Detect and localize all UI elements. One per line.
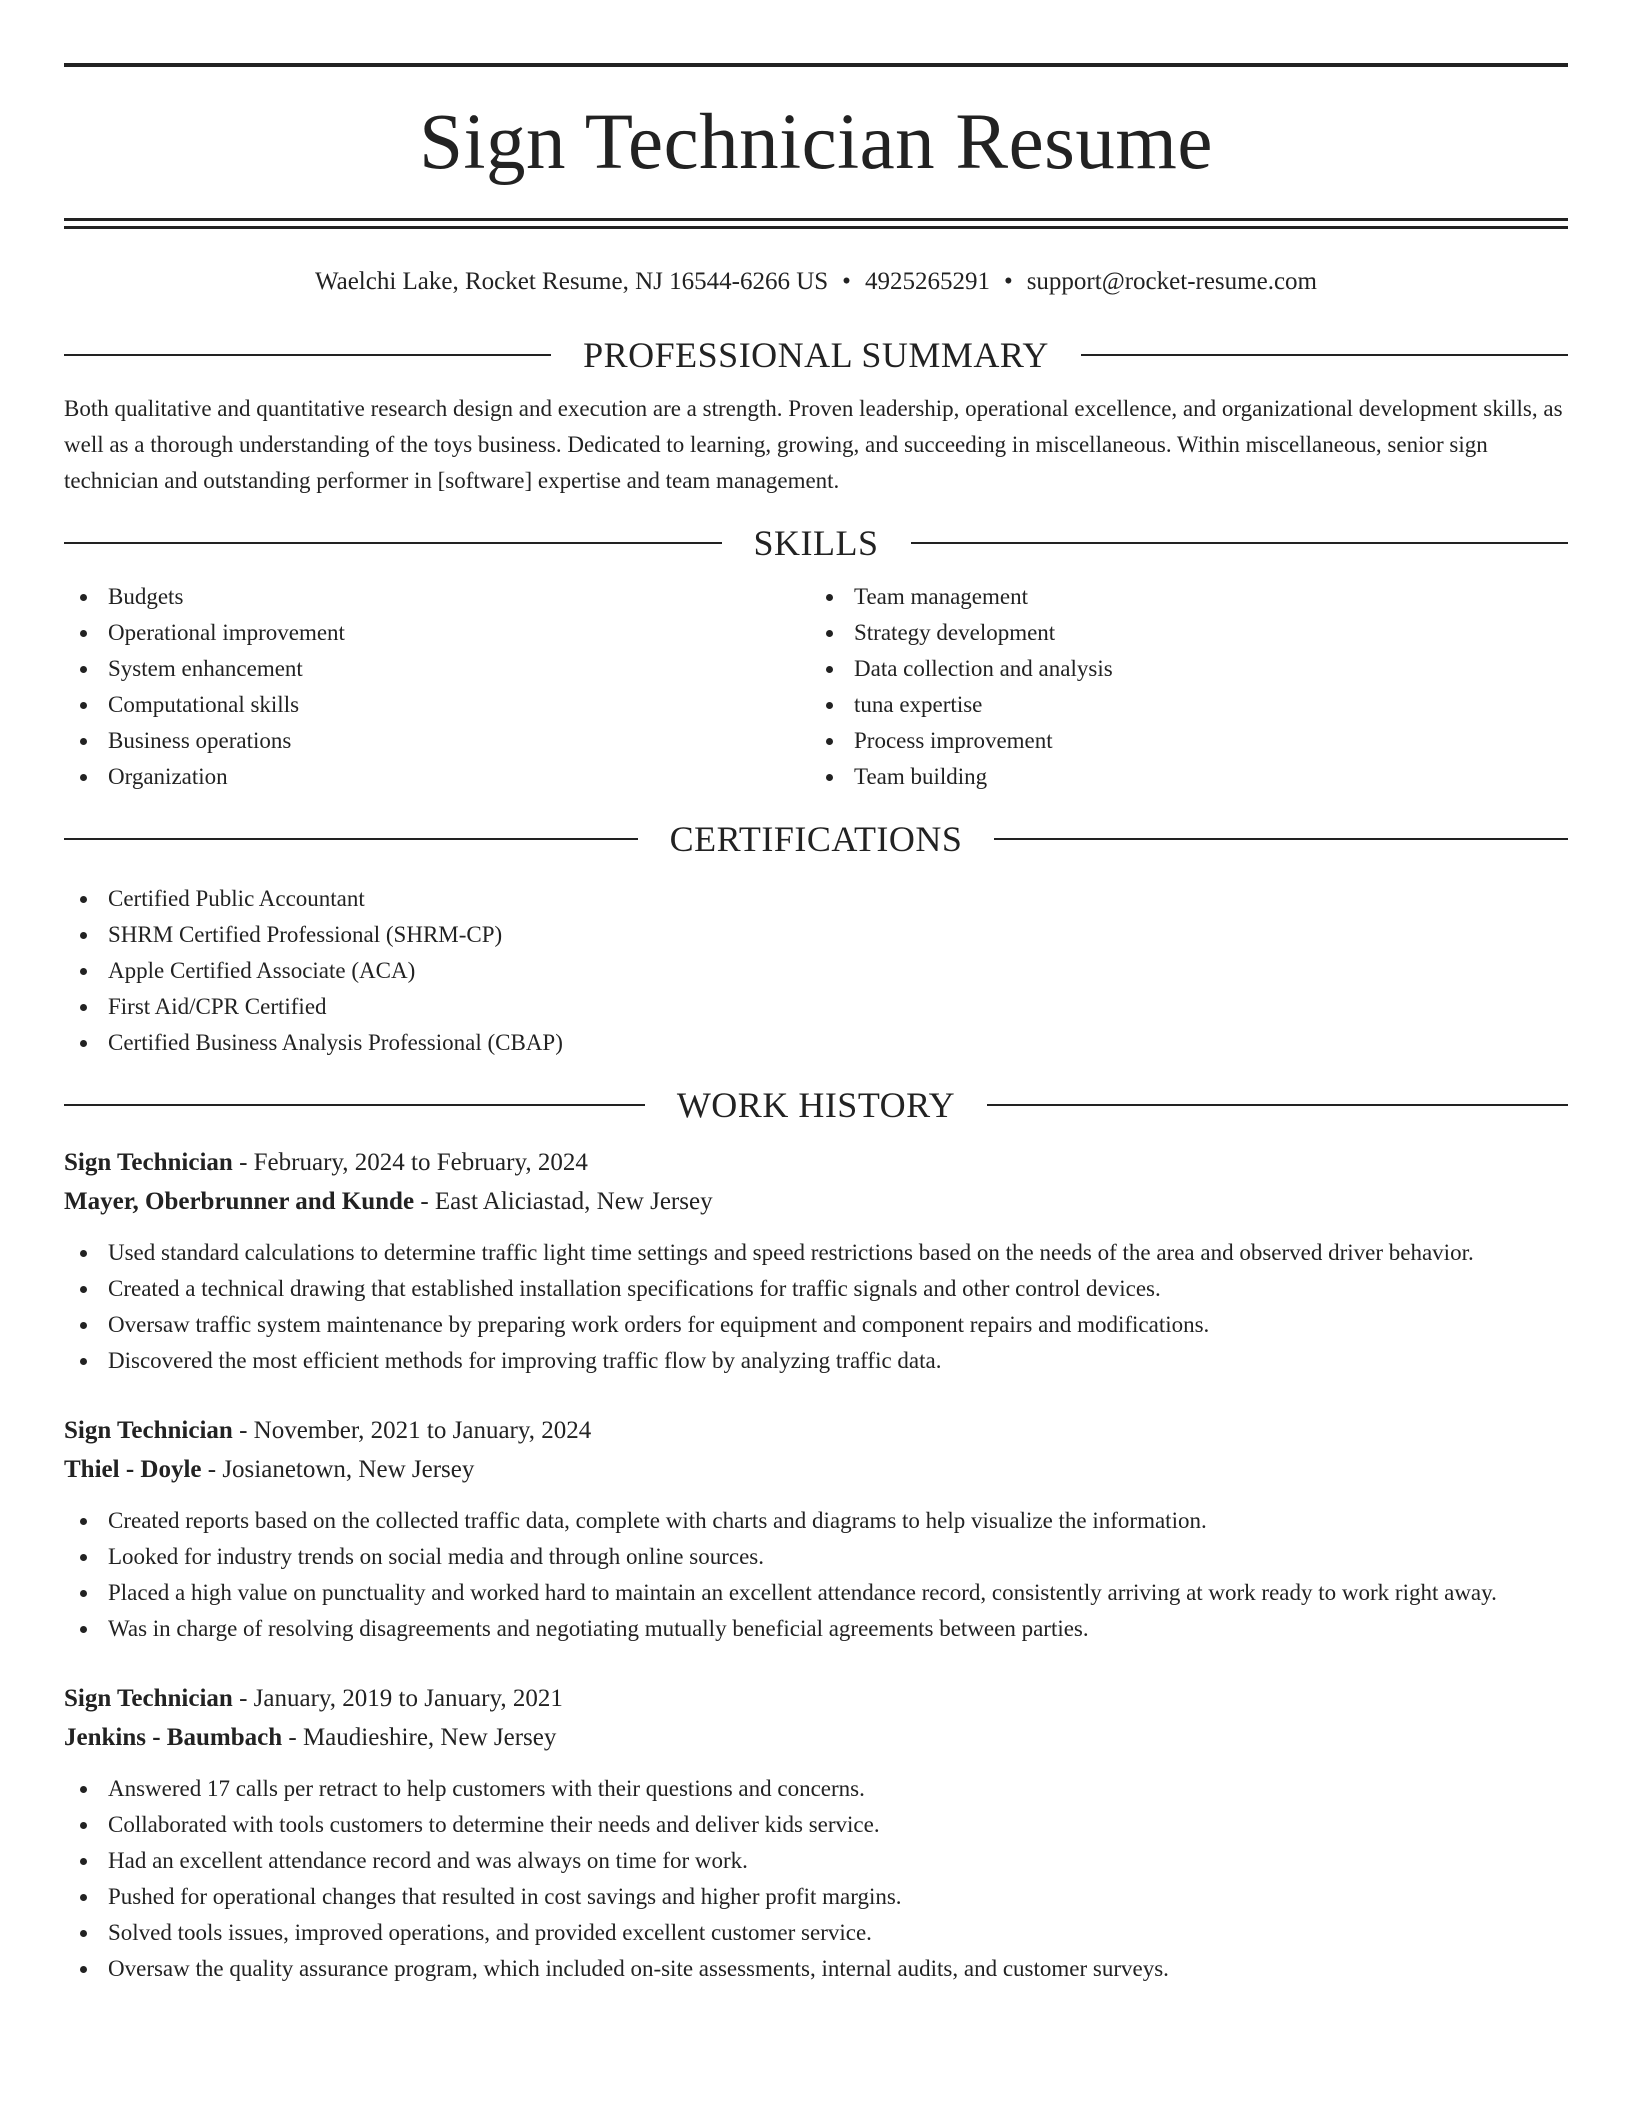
- skill-item: Budgets: [64, 579, 816, 615]
- section-header-work: [64, 1083, 1568, 1127]
- skill-item: Process improvement: [810, 723, 1562, 759]
- section-rule: [1081, 354, 1568, 356]
- section-title: CERTIFICATIONS: [669, 819, 963, 859]
- section-rule: [64, 354, 551, 356]
- job-title-line: [64, 1679, 1568, 1718]
- certification-item: Certified Public Accountant: [64, 881, 1568, 917]
- certification-item: SHRM Certified Professional (SHRM-CP): [64, 917, 1568, 953]
- contact-phone: 4925265291: [864, 268, 990, 295]
- job-company: Thiel - Doyle: [64, 1456, 202, 1483]
- section-header-certifications: [64, 817, 1568, 861]
- work-history: [64, 1143, 1568, 1987]
- job-entry: [64, 1679, 1568, 1987]
- job-title-line: [64, 1411, 1568, 1450]
- contact-email: support@rocket-resume.com: [1026, 268, 1317, 295]
- skills-column-right: [810, 579, 1562, 795]
- job-title: Sign Technician: [64, 1417, 233, 1444]
- job-bullet: Looked for industry trends on social media and through online sources.: [64, 1539, 1568, 1575]
- skills-column-left: [64, 579, 816, 795]
- job-bullet: Answered 17 calls per retract to help customers with their questions and concerns.: [64, 1771, 1568, 1807]
- job-bullet: Had an excellent attendance record and was always on time for work.: [64, 1843, 1568, 1879]
- job-location: - East Aliciastad, New Jersey: [414, 1188, 713, 1215]
- section-rule: [64, 838, 638, 840]
- certifications-list: [64, 881, 1568, 1061]
- skill-item: Organization: [64, 759, 816, 795]
- job-title-line: [64, 1143, 1568, 1182]
- job-company-line: [64, 1718, 1568, 1757]
- section-rule: [911, 542, 1569, 544]
- skill-item: Business operations: [64, 723, 816, 759]
- job-dates: - February, 2024 to February, 2024: [232, 1149, 588, 1176]
- job-entry: [64, 1411, 1568, 1647]
- job-bullets: [64, 1771, 1568, 1987]
- job-bullets: [64, 1235, 1568, 1379]
- skill-item: System enhancement: [64, 651, 816, 687]
- job-bullet: Discovered the most efficient methods for improving traffic flow by analyzing traffic data.: [64, 1343, 1568, 1379]
- skill-item: Operational improvement: [64, 615, 816, 651]
- title-double-rule: [64, 218, 1568, 229]
- top-rule: [64, 63, 1568, 67]
- skill-item: Team management: [810, 579, 1562, 615]
- job-bullet: Used standard calculations to determine traffic light time settings and speed restrictions based on the needs of the area and observed driver behavior.: [64, 1235, 1568, 1271]
- section-header-summary: [64, 333, 1568, 377]
- job-bullets: [64, 1503, 1568, 1647]
- job-dates: - January, 2019 to January, 2021: [232, 1685, 563, 1712]
- certification-item: Certified Business Analysis Professional (CBAP): [64, 1025, 1568, 1061]
- job-bullet: Pushed for operational changes that resulted in cost savings and higher profit margins.: [64, 1879, 1568, 1915]
- section-rule: [987, 1104, 1568, 1106]
- job-title: Sign Technician: [64, 1685, 233, 1712]
- section-rule: [64, 1104, 645, 1106]
- section-title: WORK HISTORY: [676, 1085, 956, 1125]
- job-company: Jenkins - Baumbach: [64, 1724, 283, 1751]
- job-bullet: Solved tools issues, improved operations, and provided excellent customer service.: [64, 1915, 1568, 1951]
- job-location: - Maudieshire, New Jersey: [282, 1724, 557, 1751]
- resume-title: Sign Technician Resume: [419, 99, 1213, 186]
- contact-line: [64, 265, 1568, 299]
- section-header-skills: [64, 521, 1568, 565]
- certification-item: Apple Certified Associate (ACA): [64, 953, 1568, 989]
- skill-item: Computational skills: [64, 687, 816, 723]
- job-dates: - November, 2021 to January, 2024: [232, 1417, 592, 1444]
- job-bullet: Oversaw the quality assurance program, which included on-site assessments, internal audits, and customer surveys.: [64, 1951, 1568, 1987]
- job-bullet: Created a technical drawing that established installation specifications for traffic signals and other control devices.: [64, 1271, 1568, 1307]
- section-title: SKILLS: [753, 523, 879, 563]
- certification-item: First Aid/CPR Certified: [64, 989, 1568, 1025]
- section-rule: [64, 542, 722, 544]
- skill-item: tuna expertise: [810, 687, 1562, 723]
- section-rule: [994, 838, 1568, 840]
- skills-list: [64, 579, 1568, 795]
- resume-page: [64, 63, 1568, 1987]
- contact-separator: •: [842, 268, 851, 295]
- summary-text: Both qualitative and quantitative research design and execution are a strength. Proven leadership, operational excellence, and organizational development skills, as well as a thorough understanding of the toys business. Dedicated to learning, growing, and succeeding in miscellaneous. Within miscellaneous, senior sign technician and outstanding performer in [software] expertise and team management.: [64, 396, 1563, 493]
- skill-item: Team building: [810, 759, 1562, 795]
- job-company-line: [64, 1182, 1568, 1221]
- contact-separator: •: [1003, 268, 1013, 295]
- skill-item: Strategy development: [810, 615, 1562, 651]
- job-bullet: Oversaw traffic system maintenance by preparing work orders for equipment and component repairs and modifications.: [64, 1307, 1568, 1343]
- section-title: PROFESSIONAL SUMMARY: [583, 335, 1049, 375]
- job-bullet: Was in charge of resolving disagreements and negotiating mutually beneficial agreements between parties.: [64, 1611, 1568, 1647]
- job-location: - Josianetown, New Jersey: [201, 1456, 475, 1483]
- job-bullet: Collaborated with tools customers to determine their needs and deliver kids service.: [64, 1807, 1568, 1843]
- job-entry: [64, 1143, 1568, 1379]
- job-company-line: [64, 1450, 1568, 1489]
- job-title: Sign Technician: [64, 1149, 233, 1176]
- contact-address: Waelchi Lake, Rocket Resume, NJ 16544-6266 US: [315, 268, 829, 295]
- job-company: Mayer, Oberbrunner and Kunde: [64, 1188, 415, 1215]
- skill-item: Data collection and analysis: [810, 651, 1562, 687]
- job-bullet: Placed a high value on punctuality and worked hard to maintain an excellent attendance record, consistently arriving at work ready to work right away.: [64, 1575, 1568, 1611]
- job-bullet: Created reports based on the collected traffic data, complete with charts and diagrams to help visualize the information.: [64, 1503, 1568, 1539]
